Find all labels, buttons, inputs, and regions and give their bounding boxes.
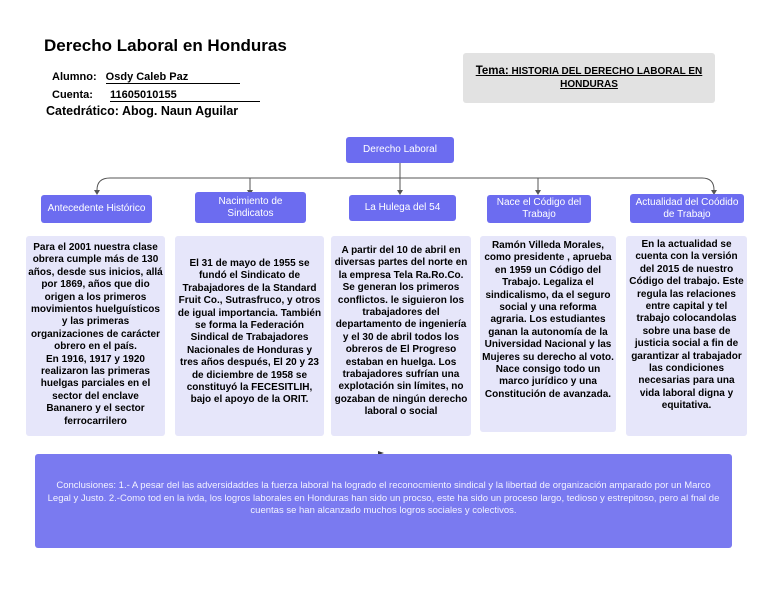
card-antecedente — [26, 236, 165, 436]
card-huelga — [331, 236, 471, 436]
branch-node-antecedente: Antecedente Histórico — [41, 195, 152, 223]
card-antecedente-text: Para el 2001 nuestra clase obrera cumple más de 130 años, desde sus inicios, allá por 1869, años que dio origen a los primeros movimientos huelguísticos y las primeras organizaciones de carácter obrero en el país. En 1916, 1917 y 1920 realizaron las primeras huelgas parciales en el sector del enclave Bananero y el sector ferrocarrilero — [28, 242, 163, 427]
cuenta-value: 11605010155 — [110, 89, 260, 102]
conclusion-box — [35, 454, 732, 548]
catedratico: Catedrático: Abog. Naun Aguilar — [46, 104, 239, 118]
page-title: Derecho Laboral en Honduras — [44, 36, 287, 55]
root-node: Derecho Laboral — [346, 137, 454, 163]
card-sindicatos — [175, 236, 324, 436]
cuenta-label: Cuenta: — [52, 89, 93, 101]
alumno-label: Alumno: — [52, 71, 97, 83]
tema-text: HISTORIA DEL DERECHO LABORAL EN HONDURAS — [511, 66, 703, 90]
card-actualidad — [626, 236, 747, 436]
alumno-value: Osdy Caleb Paz — [106, 71, 240, 84]
branch-node-sindicatos: Nacimiento de Sindicatos — [195, 192, 306, 223]
card-actualidad-text: En la actualidad se cuenta con la versión del 2015 de nuestro Código del trabajo. Este regula las relaciones entre capital y tel trabajo colocandolas sobre una base de justicia social a fin de garantizar al trabajador las condiciones necesarias para una vida laboral digna y equitativa. — [629, 239, 744, 412]
card-sindicatos-text: El 31 de mayo de 1955 se fundó el Sindicato de Trabajadores de la Standard Fruit Co., Sutrasfruco, y otros de igual importancia. También se forma la Federación Sindical de Trabajadores Nacionales de Honduras y tres años después, El 20 y 23 de diciembre de 1958 se constituyó la FECESITLIH, bajo el apoyo de la ORIT. — [177, 258, 322, 406]
branch-node-huelga: La Hulega del 54 — [349, 195, 456, 221]
card-codigo-text: Ramón Villeda Morales, como presidente , aprueba en 1959 un Código del Trabajo. Legaliza el sindicalismo, da el seguro social y una reforma agraria. Los estudiantes ganan la autonomía de la Universidad Nacional y las Mujeres su derecho al voto. Nace consigo todo un marco jurídico y una Constitución de avanzada. — [482, 240, 614, 400]
tema-label: Tema: — [475, 65, 509, 77]
card-huelga-text: A partir del 10 de abril en diversas partes del norte en la empresa Tela Ra.Ro.Co. Se generan los primeros conflictos. le siguieron los trabajadores del departamento de ingeniería y el 30 de abril todos los obreros de El Progreso estaban en huelga. Los trabajadores sufrían una explotación sin límites, no gozaban de ningún derecho laboral o social — [334, 245, 468, 418]
card-codigo — [480, 236, 616, 432]
branch-node-codigo: Nace el Código del Trabajo — [487, 195, 591, 223]
conclusion-text: Conclusiones: 1.- A pesar del las adversidaddes la fuerza laboral ha logrado el reconocmiento sindical y la libertad de organización amparado por un Marco Legal y Justo. 2.-Como tod en la ivda, los logros laborales en Honduras han sido un procso, este ha sido un proceso largo, tedioso y estrepitoso, pero al fnal de cuentas se han alcanzado muchos logros sociales y colectivos. — [47, 480, 720, 516]
branch-node-actualidad: Actualidad del Coódido de Trabajo — [630, 194, 744, 223]
